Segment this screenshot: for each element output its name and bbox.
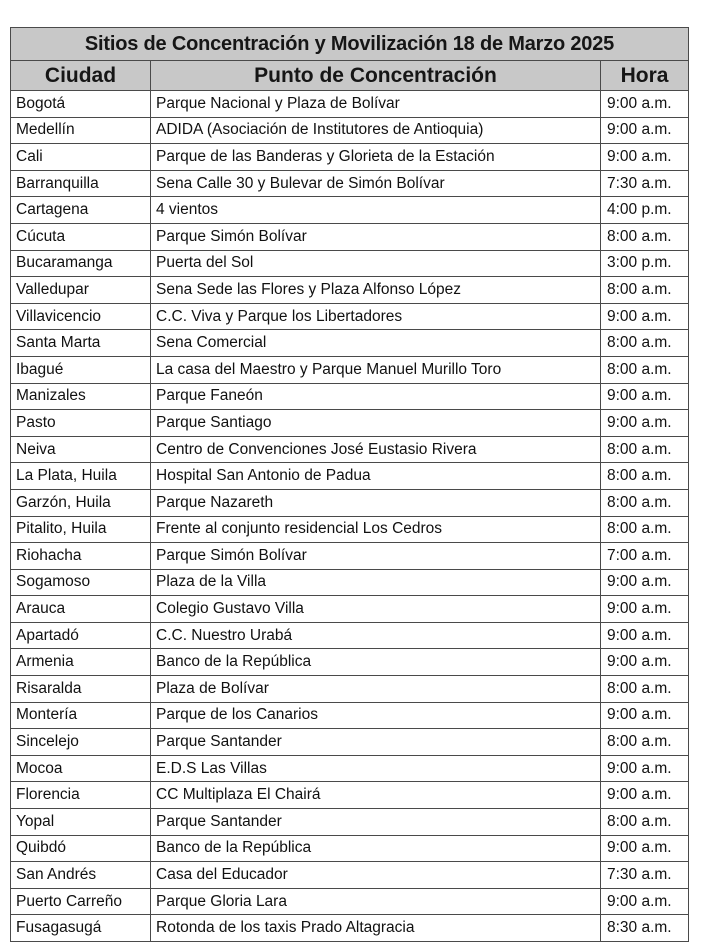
city-cell: San Andrés [11, 862, 151, 889]
title-row [11, 28, 689, 61]
city-cell: Riohacha [11, 543, 151, 570]
table-row [11, 782, 689, 809]
time-cell: 9:00 a.m. [601, 383, 689, 410]
table-row [11, 144, 689, 171]
time-cell: 9:00 a.m. [601, 144, 689, 171]
city-cell: Bucaramanga [11, 250, 151, 277]
city-cell: Pasto [11, 410, 151, 437]
table-row [11, 809, 689, 836]
table-row [11, 835, 689, 862]
table-row [11, 489, 689, 516]
time-cell: 8:00 a.m. [601, 489, 689, 516]
table-row [11, 622, 689, 649]
place-cell: Parque Santiago [151, 410, 601, 437]
table-title: Sitios de Concentración y Movilización 18 de Marzo 2025 [11, 28, 689, 61]
place-cell: Parque Simón Bolívar [151, 223, 601, 250]
place-cell: Hospital San Antonio de Padua [151, 463, 601, 490]
time-cell: 8:00 a.m. [601, 729, 689, 756]
city-cell: Cali [11, 144, 151, 171]
city-cell: Yopal [11, 809, 151, 836]
place-cell: Parque Santander [151, 729, 601, 756]
place-cell: 4 vientos [151, 197, 601, 224]
time-cell: 4:00 p.m. [601, 197, 689, 224]
time-cell: 8:00 a.m. [601, 356, 689, 383]
city-cell: Medellín [11, 117, 151, 144]
time-cell: 8:00 a.m. [601, 809, 689, 836]
city-cell: Mocoa [11, 755, 151, 782]
city-cell: Puerto Carreño [11, 888, 151, 915]
time-cell: 8:30 a.m. [601, 915, 689, 942]
place-cell: E.D.S Las Villas [151, 755, 601, 782]
city-cell: La Plata, Huila [11, 463, 151, 490]
time-cell: 8:00 a.m. [601, 330, 689, 357]
place-cell: Rotonda de los taxis Prado Altagracia [151, 915, 601, 942]
table-row [11, 170, 689, 197]
city-cell: Bogotá [11, 91, 151, 118]
city-cell: Cartagena [11, 197, 151, 224]
time-cell: 8:00 a.m. [601, 277, 689, 304]
table-row [11, 250, 689, 277]
time-cell: 9:00 a.m. [601, 596, 689, 623]
place-cell: C.C. Nuestro Urabá [151, 622, 601, 649]
city-cell: Fusagasugá [11, 915, 151, 942]
city-cell: Garzón, Huila [11, 489, 151, 516]
place-cell: Colegio Gustavo Villa [151, 596, 601, 623]
time-cell: 8:00 a.m. [601, 516, 689, 543]
place-cell: ADIDA (Asociación de Institutores de Antioquia) [151, 117, 601, 144]
place-cell: Banco de la República [151, 649, 601, 676]
place-cell: C.C. Viva y Parque los Libertadores [151, 303, 601, 330]
place-cell: Parque Santander [151, 809, 601, 836]
schedule-sheet [10, 27, 688, 942]
city-cell: Risaralda [11, 676, 151, 703]
place-cell: CC Multiplaza El Chairá [151, 782, 601, 809]
place-cell: Puerta del Sol [151, 250, 601, 277]
time-cell: 9:00 a.m. [601, 702, 689, 729]
city-cell: Quibdó [11, 835, 151, 862]
time-column-header: Hora [601, 61, 689, 91]
table-row [11, 915, 689, 942]
city-cell: Santa Marta [11, 330, 151, 357]
city-cell: Ibagué [11, 356, 151, 383]
city-cell: Armenia [11, 649, 151, 676]
city-cell: Arauca [11, 596, 151, 623]
time-cell: 9:00 a.m. [601, 303, 689, 330]
place-column-header: Punto de Concentración [151, 61, 601, 91]
table-row [11, 596, 689, 623]
city-cell: Sogamoso [11, 569, 151, 596]
place-cell: Parque Faneón [151, 383, 601, 410]
time-cell: 9:00 a.m. [601, 117, 689, 144]
time-cell: 9:00 a.m. [601, 888, 689, 915]
city-cell: Barranquilla [11, 170, 151, 197]
time-cell: 9:00 a.m. [601, 782, 689, 809]
city-cell: Villavicencio [11, 303, 151, 330]
time-cell: 9:00 a.m. [601, 410, 689, 437]
time-cell: 9:00 a.m. [601, 91, 689, 118]
table-body [11, 91, 689, 942]
place-cell: Parque Nazareth [151, 489, 601, 516]
table-row [11, 410, 689, 437]
place-cell: Parque Simón Bolívar [151, 543, 601, 570]
place-cell: Plaza de la Villa [151, 569, 601, 596]
place-cell: Centro de Convenciones José Eustasio Rivera [151, 436, 601, 463]
time-cell: 8:00 a.m. [601, 463, 689, 490]
place-cell: Sena Sede las Flores y Plaza Alfonso López [151, 277, 601, 304]
time-cell: 8:00 a.m. [601, 223, 689, 250]
city-column-header: Ciudad [11, 61, 151, 91]
table-row [11, 463, 689, 490]
table-row [11, 330, 689, 357]
table-row [11, 755, 689, 782]
place-cell: Parque Nacional y Plaza de Bolívar [151, 91, 601, 118]
table-row [11, 356, 689, 383]
place-cell: Parque de las Banderas y Glorieta de la Estación [151, 144, 601, 171]
time-cell: 8:00 a.m. [601, 436, 689, 463]
place-cell: Parque de los Canarios [151, 702, 601, 729]
table-row [11, 676, 689, 703]
time-cell: 7:00 a.m. [601, 543, 689, 570]
table-row [11, 862, 689, 889]
table-row [11, 888, 689, 915]
table-row [11, 117, 689, 144]
time-cell: 9:00 a.m. [601, 649, 689, 676]
place-cell: Frente al conjunto residencial Los Cedros [151, 516, 601, 543]
table-row [11, 649, 689, 676]
place-cell: Parque Gloria Lara [151, 888, 601, 915]
place-cell: Plaza de Bolívar [151, 676, 601, 703]
time-cell: 8:00 a.m. [601, 676, 689, 703]
city-cell: Valledupar [11, 277, 151, 304]
table-row [11, 569, 689, 596]
time-cell: 7:30 a.m. [601, 862, 689, 889]
place-cell: La casa del Maestro y Parque Manuel Murillo Toro [151, 356, 601, 383]
place-cell: Sena Comercial [151, 330, 601, 357]
table-row [11, 729, 689, 756]
time-cell: 9:00 a.m. [601, 622, 689, 649]
time-cell: 9:00 a.m. [601, 569, 689, 596]
city-cell: Manizales [11, 383, 151, 410]
table-row [11, 303, 689, 330]
place-cell: Casa del Educador [151, 862, 601, 889]
concentration-sites-table [10, 27, 689, 942]
time-cell: 9:00 a.m. [601, 835, 689, 862]
city-cell: Neiva [11, 436, 151, 463]
time-cell: 7:30 a.m. [601, 170, 689, 197]
table-row [11, 277, 689, 304]
table-row [11, 516, 689, 543]
city-cell: Florencia [11, 782, 151, 809]
place-cell: Sena Calle 30 y Bulevar de Simón Bolívar [151, 170, 601, 197]
header-row [11, 61, 689, 91]
city-cell: Cúcuta [11, 223, 151, 250]
time-cell: 3:00 p.m. [601, 250, 689, 277]
table-row [11, 223, 689, 250]
table-row [11, 543, 689, 570]
city-cell: Pitalito, Huila [11, 516, 151, 543]
city-cell: Sincelejo [11, 729, 151, 756]
table-row [11, 702, 689, 729]
table-row [11, 197, 689, 224]
city-cell: Apartadó [11, 622, 151, 649]
table-row [11, 436, 689, 463]
city-cell: Montería [11, 702, 151, 729]
time-cell: 9:00 a.m. [601, 755, 689, 782]
place-cell: Banco de la República [151, 835, 601, 862]
table-row [11, 91, 689, 118]
table-row [11, 383, 689, 410]
